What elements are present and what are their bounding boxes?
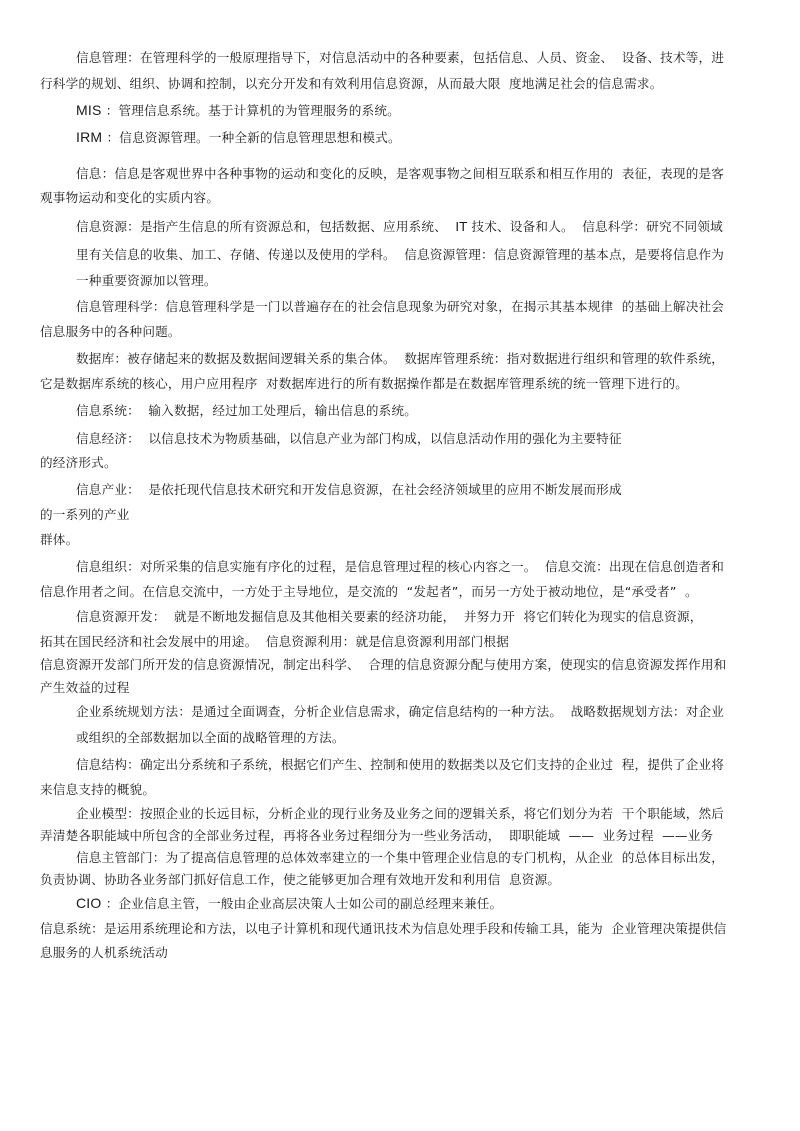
text-line: 信息产业： 是依托现代信息技术研究和开发信息资源，在社会经济领域里的应用不断发展而形成	[76, 482, 622, 497]
text-line: 信息服务中的各种问题。	[40, 324, 181, 339]
text-line: 信息：信息是客观世界中各种事物的运动和变化的反映，是客观事物之间相互联系和相互作用的 表征，表现的是客	[76, 166, 725, 181]
text-line: 的一系列的产业	[40, 507, 130, 522]
text-line: 信息管理科学：信息管理科学是一门以普遍存在的社会信息现象为研究对象，在揭示其基本规律 的基础上解决社会	[76, 299, 725, 314]
text-line: 数据库：被存储起来的数据及数据间逻辑关系的集合体。 数据库管理系统：指对数据进行组织和管理的软件系统，	[76, 351, 725, 366]
text-line: 一种重要资源加以管理。	[76, 273, 217, 288]
text-line: 企业系统规划方法：是通过全面调查，分析企业信息需求，确定信息结构的一种方法。 战略数据规划方法：对企业	[76, 704, 725, 719]
text-line: 信息管理：在管理科学的一般原理指导下，对信息活动中的各种要素，包括信息、人员、资金、 设备、技术等，进	[76, 50, 725, 65]
text-line: 信息作用者之间。在信息交流中，一方处于主导地位，是交流的 “发起者”，而另一方处于被动地位，是“承受者” 。	[40, 584, 698, 599]
text-line: 来信息支持的概貌。	[40, 782, 156, 797]
text-line: 产生效益的过程	[40, 680, 130, 695]
text-line: 信息主管部门：为了提高信息管理的总体效率建立的一个集中管理企业信息的专门机构，从企业 的总体目标出发，	[76, 850, 725, 865]
abbr-label: CIO	[76, 895, 102, 911]
abbr-label: MIS	[76, 102, 102, 118]
text-line: 弄清楚各职能域中所包含的全部业务过程，再将各业务过程细分为一些业务活动， 即职能域 —— 业务过程 ——业务	[40, 828, 714, 843]
text-line: 息服务的人机系统活动	[40, 945, 168, 960]
text-line: 拓其在国民经济和社会发展中的用途。 信息资源利用：就是信息资源利用部门根据	[40, 634, 509, 649]
text-line: 信息系统： 输入数据，经过加工处理后，输出信息的系统。	[76, 403, 418, 418]
text-line: 观事物运动和变化的实质内容。	[40, 190, 220, 205]
text-line: 行科学的规划、组织、协调和控制，以充分开发和有效利用信息资源，从而最大限 度地满足社会的信息需求。	[40, 76, 663, 91]
text-line: 它是数据库系统的核心，用户应用程序 对数据库进行的所有数据操作都是在数据库管理系统的统一管理下进行的。	[40, 376, 689, 391]
text-line: CIO ：企业信息主管，一般由企业高层决策人士如公司的副总经理来兼任。	[76, 895, 503, 911]
text-line: 信息资源开发： 就是不断地发掘信息及其他相关要素的经济功能， 并努力开 将它们转化为现实的信息资源，	[76, 609, 703, 624]
text-line: 信息资源：是指产生信息的所有资源总和，包括数据、应用系统、 IT 技术、设备和人。 信息科学：研究不同领域	[76, 219, 723, 234]
text-line: 信息组织：对所采集的信息实施有序化的过程，是信息管理过程的核心内容之一。 信息交流：出现在信息创造者和	[76, 559, 725, 574]
text-line: IRM ：信息资源管理。一种全新的信息管理思想和模式。	[76, 129, 401, 145]
text-line: 或组织的全部数据加以全面的战略管理的方法。	[76, 730, 345, 745]
text-line: 群体。	[40, 532, 79, 547]
text-line: 信息资源开发部门所开发的信息资源情况，制定出科学、 合理的信息资源分配与使用方案，使现实的信息资源发挥作用和	[40, 657, 727, 672]
text-line: MIS ：管理信息系统。基于计算机的为管理服务的系统。	[76, 102, 400, 118]
text-line: 的经济形式。	[40, 455, 117, 470]
text-line: 信息结构：确定出分系统和子系统，根据它们产生、控制和使用的数据类以及它们支持的企业过 程，提供了企业将	[76, 757, 725, 772]
abbr-label: IRM	[76, 129, 103, 145]
text-line: 负责协调、协助各业务部门抓好信息工作，使之能够更加合理有效地开发和利用信 息资源。	[40, 872, 561, 887]
text-line: 信息经济： 以信息技术为物质基础，以信息产业为部门构成，以信息活动作用的强化为主要特征	[76, 431, 622, 446]
text-line: 里有关信息的收集、加工、存储、传递以及使用的学科。 信息资源管理：信息资源管理的基本点，是要将信息作为	[76, 247, 725, 262]
text-line: 企业模型：按照企业的长远目标，分析企业的现行业务及业务之间的逻辑关系，将它们划分为若 干个职能域，然后	[76, 806, 725, 821]
text-line: 信息系统：是运用系统理论和方法，以电子计算机和现代通讯技术为信息处理手段和传输工具，能为 企业管理决策提供信	[40, 921, 727, 936]
